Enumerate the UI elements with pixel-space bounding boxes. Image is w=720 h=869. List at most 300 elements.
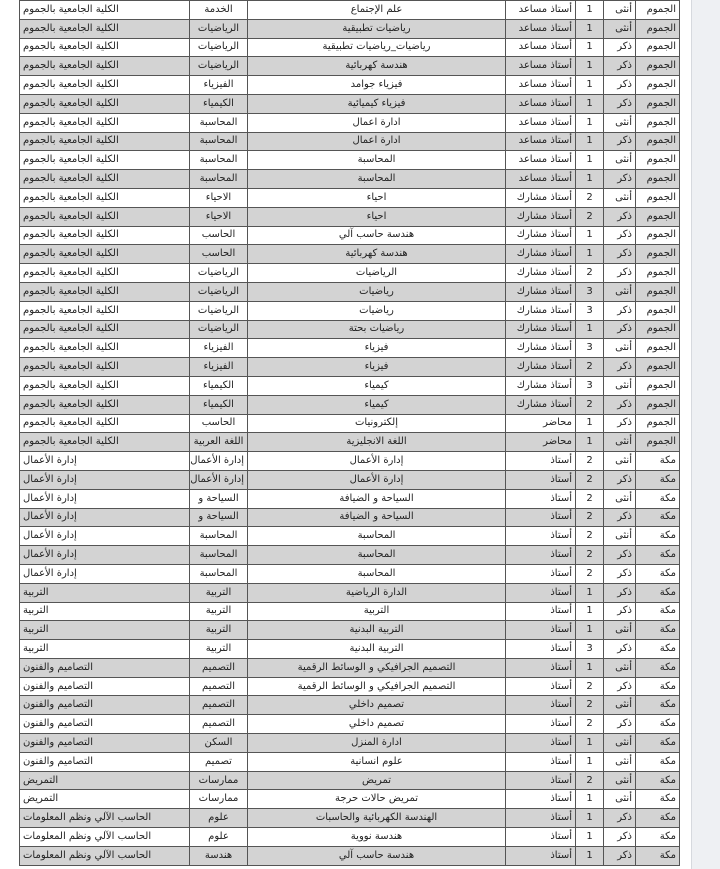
- specialization-cell: رياضيات تطبيقية: [248, 19, 506, 38]
- specialization-cell: احياء: [248, 188, 506, 207]
- city-cell: الجموم: [636, 358, 680, 377]
- specialization-cell: هندسة نووية: [248, 828, 506, 847]
- department-cell: الفيزياء: [190, 358, 248, 377]
- table-row: [20, 809, 680, 828]
- gender-cell: أنثى: [604, 151, 636, 170]
- college-cell: الكلية الجامعية بالجموم: [20, 151, 190, 170]
- gender-cell: ذكر: [604, 226, 636, 245]
- department-cell: ممارسات: [190, 771, 248, 790]
- college-cell: التصاميم والفنون: [20, 658, 190, 677]
- college-cell: الكلية الجامعية بالجموم: [20, 38, 190, 57]
- gender-cell: ذكر: [604, 602, 636, 621]
- department-cell: الاحياء: [190, 188, 248, 207]
- specialization-cell: الرياضيات: [248, 264, 506, 283]
- city-cell: مكة: [636, 546, 680, 565]
- table-row: [20, 264, 680, 283]
- count-cell: 1: [576, 151, 604, 170]
- gender-cell: ذكر: [604, 508, 636, 527]
- count-cell: 1: [576, 38, 604, 57]
- count-cell: 1: [576, 752, 604, 771]
- department-cell: التصميم: [190, 658, 248, 677]
- college-cell: الكلية الجامعية بالجموم: [20, 376, 190, 395]
- rank-cell: أستاذ: [506, 564, 576, 583]
- gender-cell: أنثى: [604, 658, 636, 677]
- rank-cell: أستاذ مشارك: [506, 207, 576, 226]
- table-row: [20, 132, 680, 151]
- count-cell: 1: [576, 790, 604, 809]
- gender-cell: ذكر: [604, 846, 636, 865]
- count-cell: 1: [576, 113, 604, 132]
- college-cell: الحاسب الآلي ونظم المعلومات: [20, 828, 190, 847]
- gender-cell: ذكر: [604, 57, 636, 76]
- specialization-cell: كيمياء: [248, 395, 506, 414]
- table-row: [20, 677, 680, 696]
- scrollbar-track[interactable]: [691, 0, 720, 869]
- department-cell: علوم: [190, 809, 248, 828]
- specialization-cell: هندسة كهربائية: [248, 57, 506, 76]
- city-cell: الجموم: [636, 19, 680, 38]
- rank-cell: محاضر: [506, 414, 576, 433]
- rank-cell: أستاذ: [506, 715, 576, 734]
- city-cell: الجموم: [636, 188, 680, 207]
- count-cell: 1: [576, 94, 604, 113]
- rank-cell: أستاذ مساعد: [506, 113, 576, 132]
- rank-cell: أستاذ مشارك: [506, 282, 576, 301]
- gender-cell: ذكر: [604, 320, 636, 339]
- rank-cell: أستاذ مساعد: [506, 38, 576, 57]
- city-cell: الجموم: [636, 376, 680, 395]
- rank-cell: أستاذ مساعد: [506, 57, 576, 76]
- count-cell: 1: [576, 583, 604, 602]
- city-cell: الجموم: [636, 433, 680, 452]
- table-row: [20, 170, 680, 189]
- city-cell: مكة: [636, 583, 680, 602]
- gender-cell: ذكر: [604, 38, 636, 57]
- college-cell: الكلية الجامعية بالجموم: [20, 358, 190, 377]
- college-cell: الكلية الجامعية بالجموم: [20, 132, 190, 151]
- specialization-cell: هندسة حاسب آلي: [248, 846, 506, 865]
- specialization-cell: ادارة اعمال: [248, 132, 506, 151]
- specialization-cell: الدارة الرياضية: [248, 583, 506, 602]
- table-row: [20, 508, 680, 527]
- rank-cell: أستاذ: [506, 734, 576, 753]
- specialization-cell: علوم انسانية: [248, 752, 506, 771]
- count-cell: 3: [576, 301, 604, 320]
- gender-cell: ذكر: [604, 170, 636, 189]
- rank-cell: أستاذ مساعد: [506, 151, 576, 170]
- specialization-cell: تمريض حالات حرجة: [248, 790, 506, 809]
- specialization-cell: السياحة و الضيافة: [248, 508, 506, 527]
- table-row: [20, 395, 680, 414]
- positions-table: [19, 0, 680, 866]
- rank-cell: أستاذ: [506, 470, 576, 489]
- city-cell: الجموم: [636, 301, 680, 320]
- college-cell: الكلية الجامعية بالجموم: [20, 282, 190, 301]
- gender-cell: أنثى: [604, 452, 636, 471]
- specialization-cell: رياضيات_رياضيات تطبيقية: [248, 38, 506, 57]
- college-cell: الكلية الجامعية بالجموم: [20, 94, 190, 113]
- rank-cell: أستاذ مشارك: [506, 301, 576, 320]
- city-cell: مكة: [636, 658, 680, 677]
- department-cell: السياحة و: [190, 489, 248, 508]
- department-cell: المحاسبة: [190, 527, 248, 546]
- specialization-cell: المحاسبة: [248, 564, 506, 583]
- department-cell: السكن: [190, 734, 248, 753]
- count-cell: 3: [576, 339, 604, 358]
- department-cell: التربية: [190, 602, 248, 621]
- specialization-cell: ادارة اعمال: [248, 113, 506, 132]
- rank-cell: أستاذ: [506, 621, 576, 640]
- department-cell: ممارسات: [190, 790, 248, 809]
- count-cell: 1: [576, 414, 604, 433]
- specialization-cell: علم الإجتماع: [248, 1, 506, 20]
- city-cell: الجموم: [636, 132, 680, 151]
- table-row: [20, 452, 680, 471]
- department-cell: الحاسب: [190, 245, 248, 264]
- table-row: [20, 658, 680, 677]
- gender-cell: أنثى: [604, 771, 636, 790]
- rank-cell: أستاذ مشارك: [506, 376, 576, 395]
- city-cell: الجموم: [636, 264, 680, 283]
- department-cell: التصميم: [190, 696, 248, 715]
- gender-cell: أنثى: [604, 282, 636, 301]
- specialization-cell: تمريض: [248, 771, 506, 790]
- city-cell: الجموم: [636, 414, 680, 433]
- count-cell: 1: [576, 621, 604, 640]
- gender-cell: ذكر: [604, 583, 636, 602]
- table-row: [20, 282, 680, 301]
- rank-cell: أستاذ: [506, 640, 576, 659]
- gender-cell: ذكر: [604, 715, 636, 734]
- college-cell: التصاميم والفنون: [20, 696, 190, 715]
- gender-cell: ذكر: [604, 414, 636, 433]
- count-cell: 2: [576, 771, 604, 790]
- count-cell: 2: [576, 715, 604, 734]
- count-cell: 1: [576, 76, 604, 95]
- college-cell: التربية: [20, 621, 190, 640]
- city-cell: الجموم: [636, 395, 680, 414]
- rank-cell: أستاذ: [506, 790, 576, 809]
- rank-cell: أستاذ: [506, 677, 576, 696]
- table-row: [20, 1, 680, 20]
- college-cell: التربية: [20, 640, 190, 659]
- table-row: [20, 489, 680, 508]
- table-row: [20, 564, 680, 583]
- gender-cell: ذكر: [604, 132, 636, 151]
- college-cell: الكلية الجامعية بالجموم: [20, 57, 190, 76]
- table-row: [20, 546, 680, 565]
- department-cell: علوم: [190, 828, 248, 847]
- department-cell: الخدمة: [190, 1, 248, 20]
- city-cell: مكة: [636, 564, 680, 583]
- college-cell: الكلية الجامعية بالجموم: [20, 170, 190, 189]
- department-cell: تصميم: [190, 752, 248, 771]
- specialization-cell: تصميم داخلي: [248, 715, 506, 734]
- city-cell: الجموم: [636, 339, 680, 358]
- department-cell: التربية: [190, 640, 248, 659]
- department-cell: التصميم: [190, 677, 248, 696]
- count-cell: 2: [576, 677, 604, 696]
- rank-cell: أستاذ: [506, 489, 576, 508]
- rank-cell: أستاذ مشارك: [506, 339, 576, 358]
- department-cell: المحاسبة: [190, 132, 248, 151]
- department-cell: الرياضيات: [190, 282, 248, 301]
- count-cell: 1: [576, 226, 604, 245]
- city-cell: الجموم: [636, 245, 680, 264]
- department-cell: المحاسبة: [190, 151, 248, 170]
- department-cell: الرياضيات: [190, 57, 248, 76]
- table-row: [20, 640, 680, 659]
- specialization-cell: التربية البدنية: [248, 621, 506, 640]
- gender-cell: أنثى: [604, 734, 636, 753]
- rank-cell: أستاذ مشارك: [506, 188, 576, 207]
- table-row: [20, 433, 680, 452]
- rank-cell: أستاذ مشارك: [506, 226, 576, 245]
- college-cell: إدارة الأعمال: [20, 527, 190, 546]
- count-cell: 2: [576, 452, 604, 471]
- rank-cell: أستاذ: [506, 452, 576, 471]
- table-row: [20, 301, 680, 320]
- rank-cell: أستاذ مساعد: [506, 1, 576, 20]
- city-cell: الجموم: [636, 151, 680, 170]
- rank-cell: أستاذ: [506, 846, 576, 865]
- department-cell: المحاسبة: [190, 564, 248, 583]
- specialization-cell: التربية البدنية: [248, 640, 506, 659]
- gender-cell: أنثى: [604, 339, 636, 358]
- gender-cell: أنثى: [604, 1, 636, 20]
- college-cell: التربية: [20, 602, 190, 621]
- department-cell: الرياضيات: [190, 320, 248, 339]
- city-cell: الجموم: [636, 94, 680, 113]
- gender-cell: أنثى: [604, 19, 636, 38]
- count-cell: 2: [576, 470, 604, 489]
- college-cell: الكلية الجامعية بالجموم: [20, 264, 190, 283]
- gender-cell: ذكر: [604, 828, 636, 847]
- department-cell: الكيمياء: [190, 395, 248, 414]
- gender-cell: أنثى: [604, 790, 636, 809]
- gender-cell: ذكر: [604, 76, 636, 95]
- count-cell: 2: [576, 696, 604, 715]
- city-cell: مكة: [636, 470, 680, 489]
- specialization-cell: الهندسة الكهربائية والحاسبات: [248, 809, 506, 828]
- city-cell: الجموم: [636, 170, 680, 189]
- specialization-cell: التربية: [248, 602, 506, 621]
- rank-cell: أستاذ: [506, 508, 576, 527]
- rank-cell: أستاذ مساعد: [506, 132, 576, 151]
- specialization-cell: إدارة الأعمال: [248, 452, 506, 471]
- college-cell: الكلية الجامعية بالجموم: [20, 339, 190, 358]
- table-row: [20, 376, 680, 395]
- rank-cell: أستاذ: [506, 546, 576, 565]
- table-row: [20, 358, 680, 377]
- gender-cell: ذكر: [604, 677, 636, 696]
- college-cell: إدارة الأعمال: [20, 546, 190, 565]
- rank-cell: أستاذ مشارك: [506, 264, 576, 283]
- specialization-cell: احياء: [248, 207, 506, 226]
- rank-cell: أستاذ مشارك: [506, 358, 576, 377]
- count-cell: 2: [576, 264, 604, 283]
- table-row: [20, 245, 680, 264]
- college-cell: الكلية الجامعية بالجموم: [20, 395, 190, 414]
- department-cell: هندسة: [190, 846, 248, 865]
- table-row: [20, 470, 680, 489]
- city-cell: مكة: [636, 828, 680, 847]
- table-row: [20, 790, 680, 809]
- college-cell: إدارة الأعمال: [20, 564, 190, 583]
- department-cell: إدارة الأعمال: [190, 470, 248, 489]
- rank-cell: أستاذ: [506, 658, 576, 677]
- city-cell: مكة: [636, 734, 680, 753]
- college-cell: التربية: [20, 583, 190, 602]
- specialization-cell: رياضيات: [248, 301, 506, 320]
- department-cell: التربية: [190, 621, 248, 640]
- department-cell: الكيمياء: [190, 376, 248, 395]
- rank-cell: أستاذ: [506, 828, 576, 847]
- city-cell: الجموم: [636, 282, 680, 301]
- college-cell: الكلية الجامعية بالجموم: [20, 320, 190, 339]
- gender-cell: أنثى: [604, 489, 636, 508]
- college-cell: الكلية الجامعية بالجموم: [20, 245, 190, 264]
- rank-cell: أستاذ مساعد: [506, 94, 576, 113]
- rank-cell: أستاذ: [506, 583, 576, 602]
- gender-cell: أنثى: [604, 376, 636, 395]
- specialization-cell: تصميم داخلي: [248, 696, 506, 715]
- college-cell: الكلية الجامعية بالجموم: [20, 301, 190, 320]
- table-row: [20, 76, 680, 95]
- rank-cell: أستاذ: [506, 602, 576, 621]
- rank-cell: أستاذ: [506, 809, 576, 828]
- table-row: [20, 113, 680, 132]
- count-cell: 2: [576, 508, 604, 527]
- count-cell: 2: [576, 489, 604, 508]
- rank-cell: أستاذ: [506, 752, 576, 771]
- gender-cell: أنثى: [604, 752, 636, 771]
- rank-cell: أستاذ مشارك: [506, 245, 576, 264]
- gender-cell: ذكر: [604, 301, 636, 320]
- gender-cell: ذكر: [604, 245, 636, 264]
- college-cell: الحاسب الآلي ونظم المعلومات: [20, 809, 190, 828]
- table-body: [20, 1, 680, 866]
- department-cell: الرياضيات: [190, 19, 248, 38]
- specialization-cell: فيزياء: [248, 358, 506, 377]
- specialization-cell: هندسة حاسب آلي: [248, 226, 506, 245]
- specialization-cell: ادارة المنزل: [248, 734, 506, 753]
- specialization-cell: فيزياء: [248, 339, 506, 358]
- table-row: [20, 19, 680, 38]
- gender-cell: أنثى: [604, 527, 636, 546]
- count-cell: 2: [576, 188, 604, 207]
- city-cell: الجموم: [636, 38, 680, 57]
- gender-cell: أنثى: [604, 188, 636, 207]
- rank-cell: أستاذ مساعد: [506, 19, 576, 38]
- college-cell: إدارة الأعمال: [20, 470, 190, 489]
- city-cell: مكة: [636, 715, 680, 734]
- college-cell: إدارة الأعمال: [20, 508, 190, 527]
- specialization-cell: اللغة الانجليزية: [248, 433, 506, 452]
- gender-cell: ذكر: [604, 264, 636, 283]
- department-cell: الكيمياء: [190, 94, 248, 113]
- gender-cell: ذكر: [604, 640, 636, 659]
- gender-cell: ذكر: [604, 395, 636, 414]
- count-cell: 1: [576, 19, 604, 38]
- table-row: [20, 696, 680, 715]
- college-cell: إدارة الأعمال: [20, 489, 190, 508]
- specialization-cell: رياضيات بحتة: [248, 320, 506, 339]
- gender-cell: أنثى: [604, 621, 636, 640]
- city-cell: مكة: [636, 809, 680, 828]
- count-cell: 1: [576, 658, 604, 677]
- city-cell: الجموم: [636, 1, 680, 20]
- college-cell: التصاميم والفنون: [20, 715, 190, 734]
- department-cell: التربية: [190, 583, 248, 602]
- specialization-cell: إدارة الأعمال: [248, 470, 506, 489]
- city-cell: مكة: [636, 527, 680, 546]
- table-row: [20, 527, 680, 546]
- college-cell: الكلية الجامعية بالجموم: [20, 113, 190, 132]
- specialization-cell: المحاسبة: [248, 151, 506, 170]
- city-cell: مكة: [636, 696, 680, 715]
- rank-cell: أستاذ مساعد: [506, 170, 576, 189]
- count-cell: 2: [576, 395, 604, 414]
- count-cell: 1: [576, 132, 604, 151]
- college-cell: الحاسب الآلي ونظم المعلومات: [20, 846, 190, 865]
- count-cell: 1: [576, 57, 604, 76]
- specialization-cell: إلكترونيات: [248, 414, 506, 433]
- college-cell: إدارة الأعمال: [20, 452, 190, 471]
- rank-cell: أستاذ مشارك: [506, 320, 576, 339]
- college-cell: التمريض: [20, 771, 190, 790]
- specialization-cell: السياحة و الضيافة: [248, 489, 506, 508]
- count-cell: 1: [576, 245, 604, 264]
- count-cell: 2: [576, 358, 604, 377]
- city-cell: مكة: [636, 452, 680, 471]
- table-row: [20, 414, 680, 433]
- table-row: [20, 226, 680, 245]
- count-cell: 2: [576, 207, 604, 226]
- table-row: [20, 38, 680, 57]
- gender-cell: ذكر: [604, 564, 636, 583]
- city-cell: مكة: [636, 771, 680, 790]
- college-cell: الكلية الجامعية بالجموم: [20, 207, 190, 226]
- count-cell: 3: [576, 282, 604, 301]
- gender-cell: أنثى: [604, 113, 636, 132]
- department-cell: التصميم: [190, 715, 248, 734]
- specialization-cell: فيزياء كيميائية: [248, 94, 506, 113]
- college-cell: التمريض: [20, 790, 190, 809]
- city-cell: مكة: [636, 846, 680, 865]
- specialization-cell: فيزياء جوامد: [248, 76, 506, 95]
- department-cell: المحاسبة: [190, 113, 248, 132]
- table-row: [20, 320, 680, 339]
- gender-cell: ذكر: [604, 358, 636, 377]
- table-row: [20, 715, 680, 734]
- count-cell: 1: [576, 1, 604, 20]
- city-cell: مكة: [636, 621, 680, 640]
- gender-cell: ذكر: [604, 207, 636, 226]
- specialization-cell: التصميم الجرافيكي و الوسائط الرقمية: [248, 677, 506, 696]
- table-row: [20, 846, 680, 865]
- gender-cell: ذكر: [604, 809, 636, 828]
- department-cell: الفيزياء: [190, 76, 248, 95]
- city-cell: الجموم: [636, 76, 680, 95]
- college-cell: التصاميم والفنون: [20, 752, 190, 771]
- city-cell: مكة: [636, 677, 680, 696]
- college-cell: الكلية الجامعية بالجموم: [20, 188, 190, 207]
- specialization-cell: المحاسبة: [248, 170, 506, 189]
- table-row: [20, 621, 680, 640]
- city-cell: مكة: [636, 602, 680, 621]
- department-cell: اللغة العربية: [190, 433, 248, 452]
